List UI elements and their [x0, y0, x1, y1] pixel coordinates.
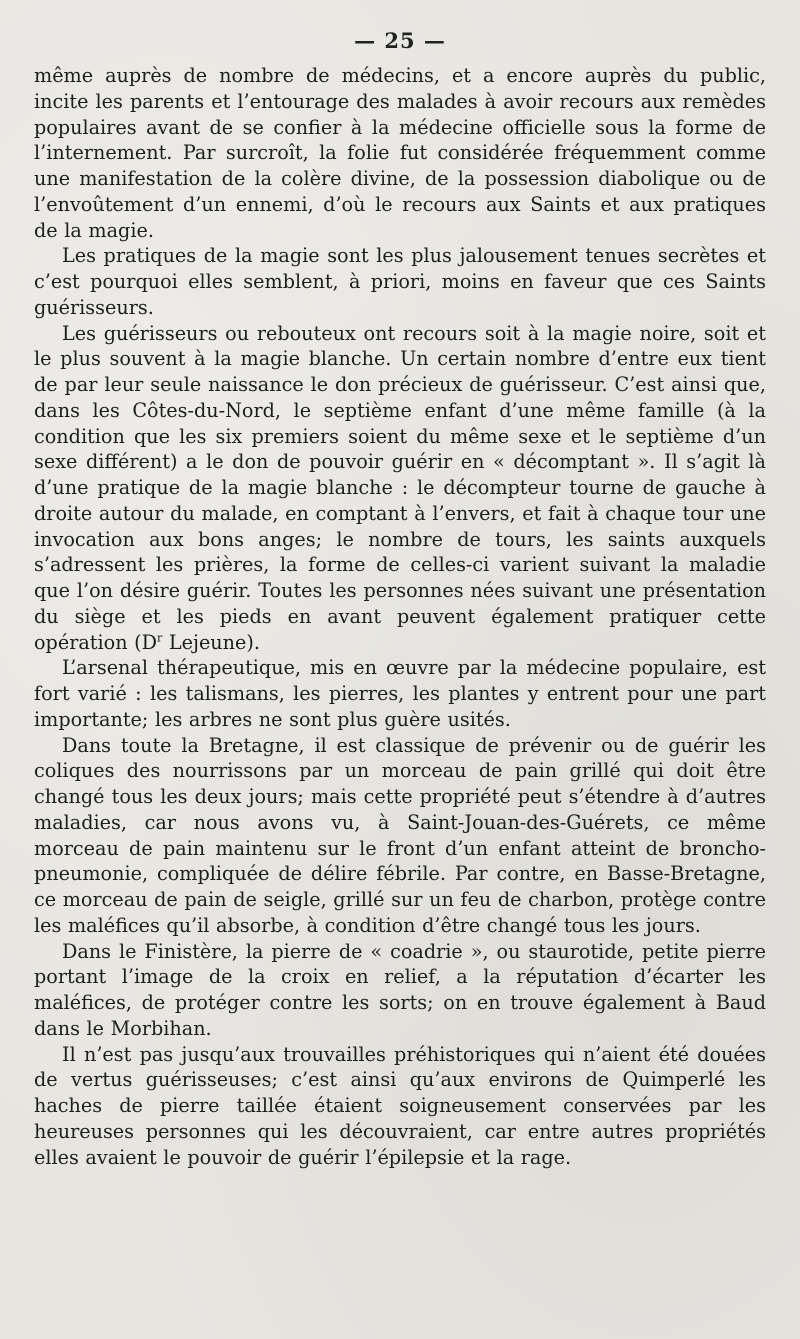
- paragraph-2: Les pratiques de la magie sont les plus jalousement tenues secrètes et c’est pourquoi elles semblent, à priori, moins en faveur que ces Saints guérisseurs.: [34, 244, 766, 319]
- paragraph-3: [34, 321, 766, 656]
- paragraph-1: même auprès de nombre de médecins, et a encore auprès du public, incite les parents et l’entourage des malades à avoir recours aux remèdes populaires avant de se confier à la médecine officielle sous la forme de l’internement. Par surcroît, la folie fut considérée fréquemment comme une manifestation de la colère divine, de la possession diabolique ou de l’envoûtement d’un ennemi, d’où le recours aux Saints et aux pratiques de la magie.: [34, 64, 766, 242]
- paragraph-5: Dans toute la Bretagne, il est classique de prévenir ou de guérir les coliques des nourrissons par un morceau de pain grillé qui doit être changé tous les deux jours; mais cette propriété peut s’étendre à d’autres maladies, car nous avons vu, à Saint-Jouan-des-Guérets, ce même morceau de pain maintenu sur le front d’un enfant atteint de broncho-pneumonie, compliquée de délire fébrile. Par contre, en Basse-Bretagne, ce morceau de pain de seigle, grillé sur un feu de charbon, protège contre les maléfices qu’il absorbe, à condition d’être changé tous les jours.: [34, 733, 766, 937]
- paragraph-3-text: Les guérisseurs ou rebouteux ont recours soit à la magie noire, soit et le plus souvent à la magie blanche. Un certain nombre d’entre eux tient de par leur seule naissance le don précieux de guérisseur. C’est ainsi que, dans les Côtes-du-Nord, le septième enfant d’une même famille (à la condition que les six premiers soient du même sexe et le septième d’un sexe différent) a le don de pouvoir guérir en « décomptant ». Il s’agit là d’une pratique de la magie blanche : le décompteur tourne de gauche à droite autour du malade, en comptant à l’envers, et fait à chaque tour une invocation aux bons anges; le nombre de tours, les saints auxquels s’adressent les prières, la forme de celles-ci varient suivant la maladie que l’on désire guérir. Toutes les personnes nées suivant une présentation du siège et les pieds en avant peuvent également pratiquer cette opération: [34, 321, 766, 654]
- paragraph-6: Dans le Finistère, la pierre de « coadrie », ou staurotide, petite pierre portant l’image de la croix en relief, a la réputation d’écarter les maléfices, de protéger contre les sorts; on en trouve également à Baud dans le Morbihan.: [34, 939, 766, 1040]
- body-text: [34, 63, 766, 1170]
- paragraph-7: Il n’est pas jusqu’aux trouvailles préhistoriques qui n’aient été douées de vertus guérisseuses; c’est ainsi qu’aux environs de Quimperlé les haches de pierre taillée étaient soigneusement conservées par les heureuses personnes qui les découvraient, car entre autres propriétés elles avaient le pouvoir de guérir l’épilepsie et la rage.: [34, 1042, 766, 1169]
- citation-superscript: r: [157, 631, 163, 645]
- citation-name: Lejeune).: [162, 630, 260, 654]
- paragraph-4: L’arsenal thérapeutique, mis en œuvre par la médecine populaire, est fort varié : les talismans, les pierres, les plantes y entrent pour une part importante; les arbres ne sont plus guère usités.: [34, 656, 766, 731]
- page-number: — 25 —: [354, 28, 446, 53]
- citation-prefix: (D: [127, 630, 158, 654]
